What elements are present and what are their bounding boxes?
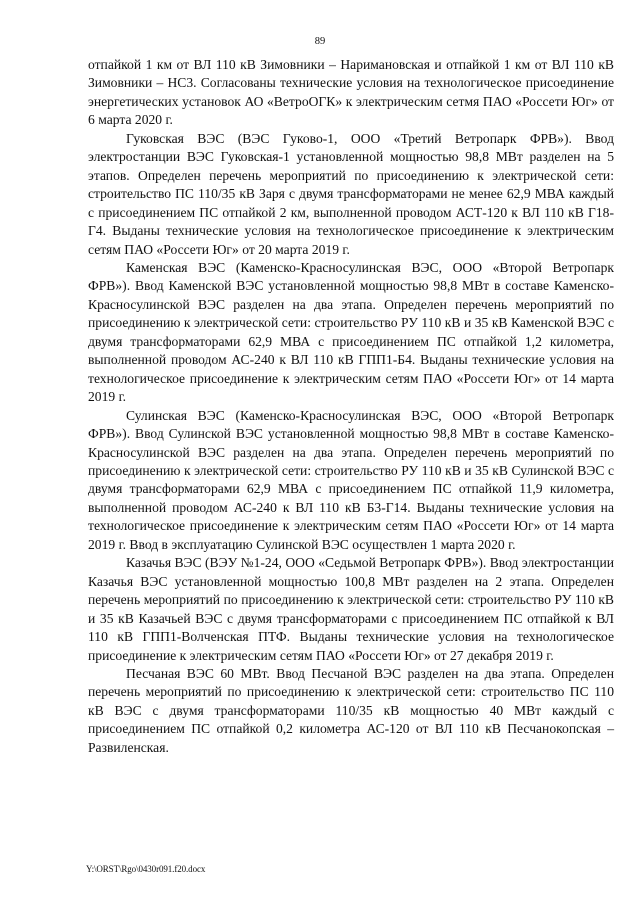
- paragraph-continuation: отпайкой 1 км от ВЛ 110 кВ Зимовники – Наримановская и отпайкой 1 км от ВЛ 110 кВ Зимовники – НС3. Согласованы технические условия на технологическое присоединение энергетических установок АО «ВетроОГК» к электрическим сетмя ПАО «Россети Юг» от 6 марта 2020 г.: [88, 57, 614, 128]
- file-path-footer: Y:\ORST\Rgo\0430r091.f20.docx: [86, 864, 206, 874]
- paragraph-kazachya-wpp: Казачья ВЭС (ВЭУ №1-24, ООО «Седьмой Ветропарк ФРВ»). Ввод электростанции Казачья ВЭС установленной мощностью 100,8 МВт разделен на 2 этапа. Определен перечень мероприятий по присоединению к электрической сети: строительство РУ 110 кВ и 35 кВ Казачьей ВЭС с двумя трансформаторами с присоединением ПС отпайкой к ВЛ 110 кВ ГПП1-Волченская ПТФ. Выданы технические условия на технологическое присоединение к электрическим сетям ПАО «Россети Юг» от 27 декабря 2019 г.: [88, 555, 614, 663]
- paragraph-gukovskaya-wpp: Гуковская ВЭС (ВЭС Гуково-1, ООО «Третий Ветропарк ФРВ»). Ввод электростанции ВЭС Гуковская-1 установленной мощностью 98,8 МВт разделен на 5 этапов. Определен перечень мероприятий по присоединению к электрической сети: строительство ПС 110/35 кВ Заря с двумя трансформаторами не менее 62,9 МВА каждый с присоединением ПС отпайкой 2 км, выполненной проводом АСТ-120 к ВЛ 110 кВ Г18-Г4. Выданы технические условия на технологическое присоединение к электрическим сетям ПАО «Россети Юг» от 20 марта 2019 г.: [88, 130, 614, 257]
- paragraph-sulinskaya-wpp: Сулинская ВЭС (Каменско-Красносулинская ВЭС, ООО «Второй Ветропарк ФРВ»). Ввод Сулинской ВЭС установленной мощностью 98,8 МВт в составе Каменско-Красносулинской ВЭС разделен на два этапа. Определен перечень мероприятий по присоединению к электрической сети: строительство РУ 110 кВ и 35 кВ Сулинской ВЭС с двумя трансформаторами 62,9 МВА с присоединением ПС отпайкой 11,9 километра, выполненной проводом АС-240 к ВЛ 110 кВ Б3-Г14. Выданы технические условия на технологическое присоединение к электрическим сетям ПАО «Россети Юг» от 14 марта 2019 г. Ввод в эксплуатацию Сулинской ВЭС осуществлен 1 марта 2020 г.: [88, 407, 614, 552]
- paragraph-kamenskaya-wpp: Каменская ВЭС (Каменско-Красносулинская ВЭС, ООО «Второй Ветропарк ФРВ»). Ввод Каменской ВЭС установленной мощностью 98,8 МВт в составе Каменско-Красносулинской ВЭС разделен на два этапа. Определен перечень мероприятий по присоединению к электрической сети: строительство РУ 110 кВ и 35 кВ Каменской ВЭС с двумя трансформаторами 62,9 МВА с присоединением ПС отпайкой 1,2 километра, выполненной проводом АС-240 к ВЛ 110 кВ ГПП1-Б4. Выданы технические условия на технологическое присоединение к электрическим сетям ПАО «Россети Юг» от 14 марта 2019 г.: [88, 259, 614, 405]
- paragraph-peschanaya-wpp: Песчаная ВЭС 60 МВт. Ввод Песчаной ВЭС разделен на два этапа. Определен перечень мероприятий по присоединению к электрической сети: строительство ПС 110 кВ ВЭС с двумя трансформаторами 110/35 кВ мощностью 40 МВт каждый с присоединением ПС отпайкой 0,2 километра АС-120 от ВЛ 110 кВ Песчанокопская – Развиленская.: [88, 665, 614, 755]
- document-body: [88, 56, 614, 757]
- page-number: 89: [314, 36, 326, 47]
